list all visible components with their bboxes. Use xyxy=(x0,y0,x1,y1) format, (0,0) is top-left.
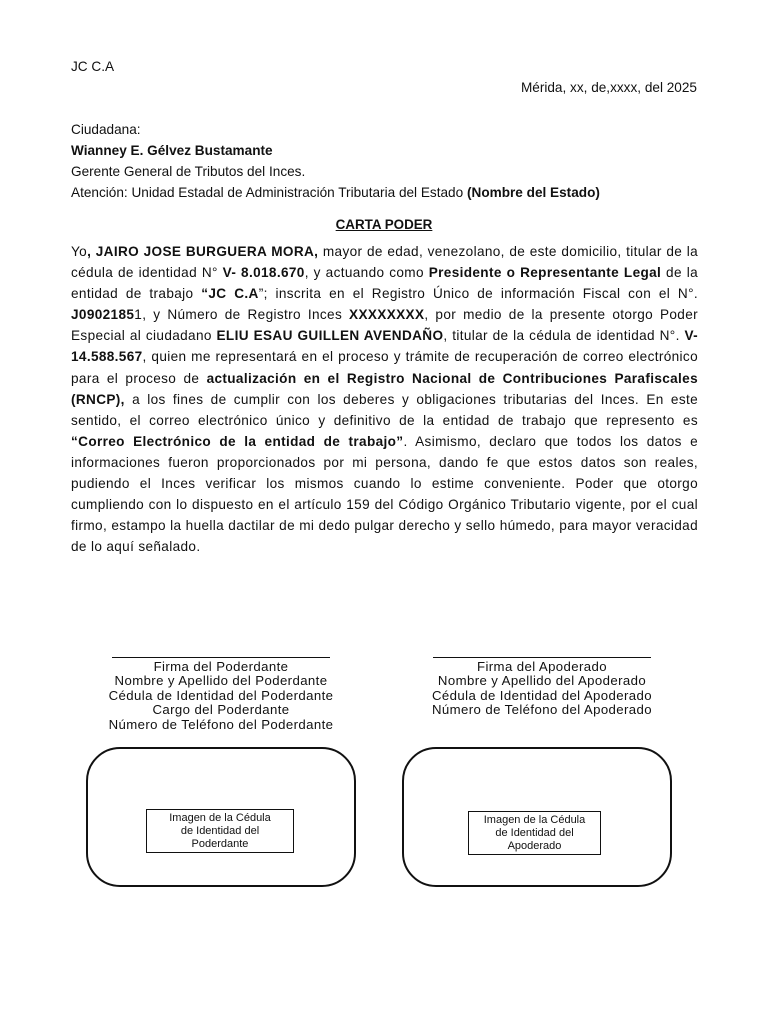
phone-label: Número de Teléfono del Apoderado xyxy=(431,702,653,718)
placeholder-line: Apoderado xyxy=(507,839,562,852)
id-image-placeholder-poderdante xyxy=(146,809,294,853)
signature-label: Firma del Apoderado xyxy=(476,659,608,674)
placeholder-line: Imagen de la Cédula xyxy=(169,811,271,824)
placeholder-line: de Identidad del xyxy=(180,824,260,837)
placeholder-line: de Identidad del xyxy=(495,826,574,839)
position-label: Cargo del Poderdante xyxy=(152,702,290,718)
phone-label: Número de Teléfono del Poderdante xyxy=(108,716,334,732)
place-date: Mérida, xx, de,xxxx, del 2025 xyxy=(520,80,697,95)
signature-line xyxy=(433,657,651,658)
company-name: JC C.A xyxy=(71,59,115,74)
id-label: Cédula de Identidad del Apoderado xyxy=(432,687,652,703)
recipient-position: Gerente General de Tributos del Inces. xyxy=(71,164,306,179)
signature-line xyxy=(112,657,330,658)
salutation: Ciudadana: xyxy=(71,122,141,137)
signature-block-poderdante xyxy=(71,657,371,732)
placeholder-line: Imagen de la Cédula xyxy=(483,813,586,826)
signature-label: Firma del Poderdante xyxy=(153,659,289,674)
document-title: CARTA PODER xyxy=(335,217,433,232)
recipient-block xyxy=(71,119,600,203)
recipient-name: Wianney E. Gélvez Bustamante xyxy=(71,143,273,158)
signature-block-apoderado xyxy=(392,657,692,718)
name-label: Nombre y Apellido del Apoderado xyxy=(437,673,647,689)
placeholder-line: Poderdante xyxy=(191,837,249,850)
body-paragraph: Yo, JAIRO JOSE BURGUERA MORA, mayor de edad, venezolano, de este domicilio, titular de la cédula de identidad N° V- 8.018.670, y actuando como Presidente o Representante Legal de la entidad de trabajo “JC C.A”; inscrita en el Registro Único de información Fiscal con el N°. J09021851, y Número de Registro Inces XXXXXXXX, por medio de la presente otorgo Poder Especial al ciudadano ELIU ESAU GUILLEN AVENDAÑO, titular de la cédula de identidad N°. V- 14.588.567, quien me representará en el proceso y trámite de recuperación de correo electrónico para el proceso de actualización en el Registro Nacional de Contribuciones Parafiscales (RNCP), a los fines de cumplir con los deberes y obligaciones tributarias del Inces. En este sentido, el correo electrónico único y definitivo de la entidad de trabajo que represento es “Correo Electrónico de la entidad de trabajo”. Asimismo, declaro que todos los datos e informaciones fueron proporcionados por mi persona, dando fe que estos datos son reales, pudiendo el Inces verificar los mismos cuando lo estime conveniente. Poder que otorgo cumpliendo con lo dispuesto en el artículo 159 del Código Orgánico Tributario vigente, por el cual firmo, estampo la huella dactilar de mi dedo pulgar derecho y sello húmedo, para mayor veracidad de lo aquí señalado. xyxy=(71,244,699,555)
name-label: Nombre y Apellido del Poderdante xyxy=(114,673,328,689)
attention-line: Atención: Unidad Estadal de Administración Tributaria del Estado (Nombre del Estado) xyxy=(71,185,600,200)
id-image-placeholder-apoderado xyxy=(468,811,601,855)
id-label: Cédula de Identidad del Poderdante xyxy=(108,687,334,703)
